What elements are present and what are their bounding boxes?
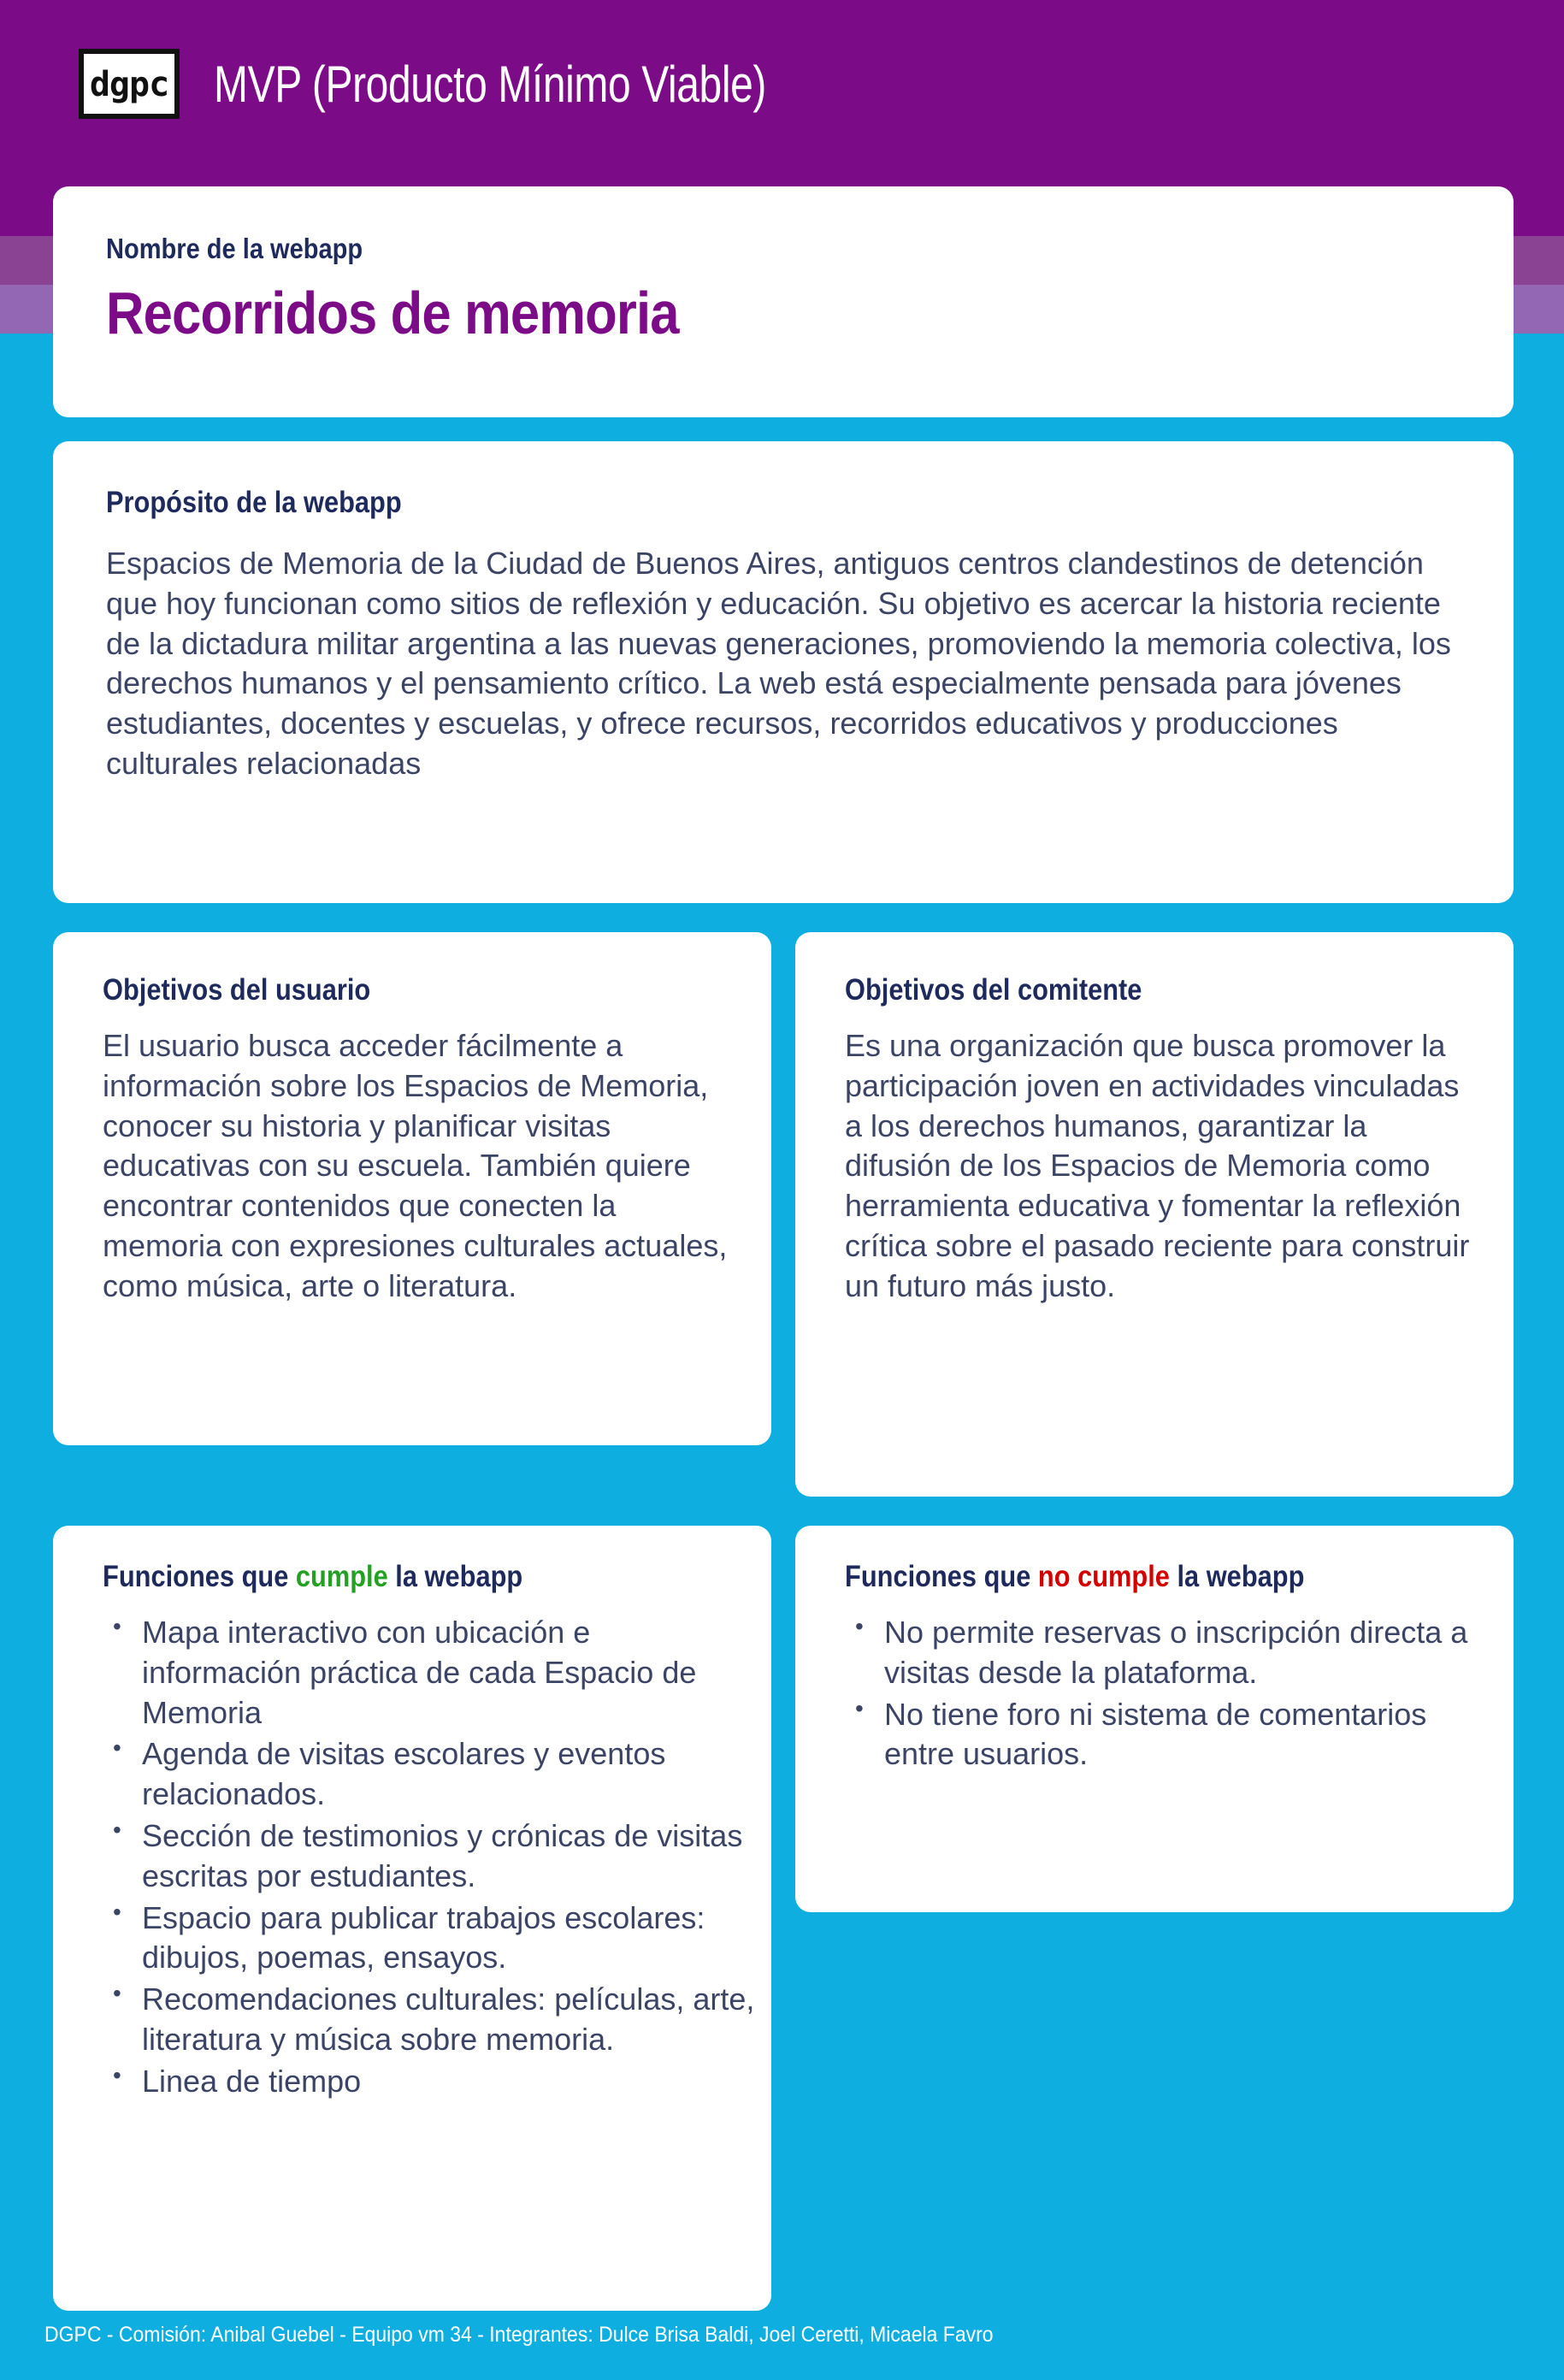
purpose-card bbox=[53, 441, 1514, 903]
list-item: • Espacio para publicar trabajos escolares: dibujos, poemas, ensayos. bbox=[106, 1899, 756, 1979]
footer-credits: DGPC - Comisión: Anibal Guebel - Equipo vm 34 - Integrantes: Dulce Brisa Baldi, Joel Ceretti, Micaela Favro bbox=[44, 2323, 994, 2347]
user-goals-card-title: Objetivos del usuario bbox=[103, 973, 371, 1007]
user-goals-card-body: El usuario busca acceder fácilmente a información sobre los Espacios de Memoria, conocer su historia y planificar visitas educativas con su escuela. También quiere encontrar contenidos que conecten la memoria con expresiones culturales actuales, como música, arte o literatura. bbox=[103, 1028, 728, 1303]
list-item: • Agenda de visitas escolares y eventos relacionados. bbox=[106, 1734, 756, 1815]
unfulfilled-functions-title bbox=[845, 1560, 1304, 1594]
purpose-card-body: Espacios de Memoria de la Ciudad de Buenos Aires, antiguos centros clandestinos de detención que hoy funcionan como sitios de reflexión y educación. Su objetivo es acercar la historia reciente de la dictadura militar argentina a las nuevas generaciones, promoviendo la memoria colectiva, los derechos humanos y el pensamiento crítico. La web está especialmente pensada para jóvenes estudiantes, docentes y escuelas, y ofrece recursos, recorridos educativos y producciones culturales relacionadas bbox=[106, 546, 1451, 781]
fulfilled-title-highlight: cumple bbox=[295, 1560, 388, 1593]
list-item: • Mapa interactivo con ubicación e información práctica de cada Espacio de Memoria bbox=[106, 1613, 756, 1733]
purpose-card-title: Propósito de la webapp bbox=[106, 486, 402, 519]
header-title: MVP (Producto Mínimo Viable) bbox=[214, 55, 766, 113]
webapp-name-value: Recorridos de memoria bbox=[106, 280, 679, 346]
fulfilled-functions-card bbox=[53, 1526, 771, 2311]
unfulfilled-title-prefix: Funciones que bbox=[845, 1560, 1038, 1593]
list-item: • No tiene foro ni sistema de comentarios entre usuarios. bbox=[848, 1695, 1498, 1775]
client-goals-card-body: Es una organización que busca promover la participación joven en actividades vinculadas a los derechos humanos, garantizar la difusión de los Espacios de Memoria como herramienta educativa y fomentar la reflexión crítica sobre el pasado reciente para construir un futuro más justo. bbox=[845, 1028, 1470, 1303]
fulfilled-functions-title bbox=[103, 1560, 522, 1594]
unfulfilled-functions-card bbox=[795, 1526, 1514, 1912]
fulfilled-title-prefix: Funciones que bbox=[103, 1560, 296, 1593]
webapp-name-card bbox=[53, 186, 1514, 417]
fulfilled-functions-list bbox=[106, 1613, 756, 2104]
list-item: • No permite reservas o inscripción directa a visitas desde la plataforma. bbox=[848, 1613, 1498, 1693]
list-item: • Linea de tiempo bbox=[106, 2062, 756, 2102]
webapp-name-label: Nombre de la webapp bbox=[106, 233, 363, 264]
dgpc-logo-icon bbox=[79, 49, 180, 119]
unfulfilled-functions-list bbox=[848, 1613, 1498, 1776]
fulfilled-title-suffix: la webapp bbox=[387, 1560, 523, 1593]
list-item: • Recomendaciones culturales: películas, arte, literatura y música sobre memoria. bbox=[106, 1980, 756, 2060]
client-goals-card-title: Objetivos del comitente bbox=[845, 973, 1142, 1007]
header bbox=[0, 0, 1564, 168]
unfulfilled-title-suffix: la webapp bbox=[1169, 1560, 1305, 1593]
list-item: • Sección de testimonios y crónicas de visitas escritas por estudiantes. bbox=[106, 1816, 756, 1897]
user-goals-card bbox=[53, 932, 771, 1445]
unfulfilled-title-highlight: no cumple bbox=[1037, 1560, 1170, 1593]
client-goals-card bbox=[795, 932, 1514, 1497]
dgpc-logo-text: dgpc bbox=[89, 65, 169, 104]
